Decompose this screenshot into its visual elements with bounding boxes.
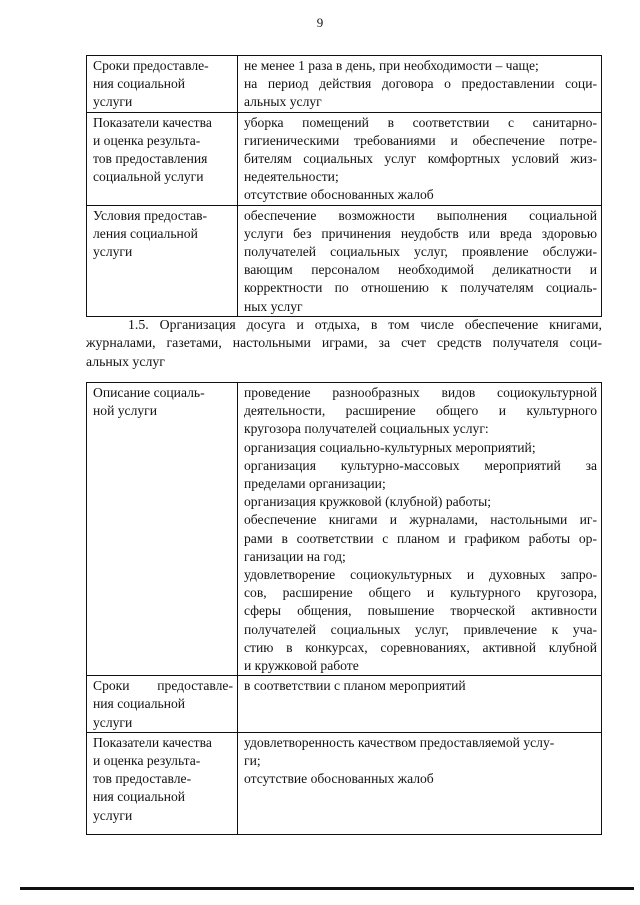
value-line: ганизации на год; <box>244 548 346 564</box>
value-line: организация социально-культурных мероприятий; <box>244 439 536 455</box>
label-line: и оценка результа- <box>93 132 201 148</box>
bottom-rule <box>20 887 634 890</box>
label-line: социальной услуги <box>93 169 204 185</box>
value-line: сферы общения, повышение творческой активности <box>244 603 597 619</box>
row-label-quality <box>87 112 238 205</box>
value-line: удовлетворение социокультурных и духовных запро- <box>244 567 597 583</box>
table-row <box>87 732 602 834</box>
value-line: удовлетворенность качеством предоставляемой услу- <box>244 734 555 750</box>
value-line: сов, расширение общего и культурного кругозора, <box>244 585 597 601</box>
value-line: отсутствие обоснованных жалоб <box>244 187 434 203</box>
label-line: Показатели качества <box>93 734 212 750</box>
value-line: стию в конкурсах, соревнованиях, активной клубной <box>244 639 597 655</box>
row-value-description <box>238 383 602 676</box>
label-line: тов предоставле- <box>93 771 192 787</box>
row-label-conditions <box>87 205 238 316</box>
value-line: получателей социальных услуг, привлечение к уча- <box>244 621 597 637</box>
label-line: ления социальной <box>93 225 198 241</box>
value-line: на период действия договора о предоставлении соци- <box>244 76 597 92</box>
value-line: ных услуг <box>244 298 303 314</box>
value-line: кругозора получателей социальных услуг: <box>244 421 489 437</box>
value-line: рами в соответствии с планом и графиком работы ор- <box>244 530 597 546</box>
value-line: вающим персоналом необходимой деликатности и <box>244 262 597 278</box>
table-row <box>87 112 602 205</box>
label-line: ния социальной <box>93 789 186 805</box>
value-line: услуги без причинения неудобств или вреда здоровью <box>244 225 597 241</box>
label-line: ной услуги <box>93 403 158 419</box>
label-line: ния социальной <box>93 76 186 92</box>
page-number: 9 <box>316 15 324 30</box>
label-line: тов предоставления <box>93 151 208 167</box>
row-label-description <box>87 383 238 676</box>
row-label-deadlines <box>87 676 238 733</box>
value-line: корректности по отношению к получателям социаль- <box>244 280 597 296</box>
label-line: услуги <box>93 244 133 260</box>
label-line: Сроки предоставле- <box>93 678 233 694</box>
value-line: уборка помещений в соответствии с санитарно- <box>244 114 597 130</box>
paragraph-line: журналами, газетами, настольными играми, за счет средств получателя соци- <box>86 335 602 351</box>
value-line: и кружковой работе <box>244 658 359 674</box>
row-value-deadlines <box>238 676 602 733</box>
table-row <box>87 676 602 733</box>
value-line: организация культурно-массовых мероприятий за <box>244 457 597 473</box>
row-value-quality <box>238 732 602 834</box>
table-row <box>87 205 602 316</box>
value-line: отсутствие обоснованных жалоб <box>244 771 434 787</box>
value-line: обеспечение книгами и журналами, настольными иг- <box>244 512 597 528</box>
paragraph-line: 1.5. Организация досуга и отдыха, в том числе обеспечение книгами, <box>128 317 602 332</box>
row-value-conditions <box>238 205 602 316</box>
row-label-deadlines <box>87 56 238 113</box>
value-line: не менее 1 раза в день, при необходимости – чаще; <box>244 58 539 73</box>
value-line: бителям социальных услуг комфортных условий жиз- <box>244 151 597 167</box>
value-line: деятельности, расширение общего и культурного <box>244 403 597 419</box>
row-value-deadlines <box>238 56 602 113</box>
service-table-2 <box>86 382 602 835</box>
label-line: Условия предостав- <box>93 207 208 223</box>
value-line: пределами организации; <box>244 476 386 492</box>
section-heading-paragraph <box>86 316 602 371</box>
row-label-quality <box>87 732 238 834</box>
label-line: услуги <box>93 807 133 823</box>
value-line: альных услуг <box>244 94 322 110</box>
value-line: получателей социальных услуг, проявление обслужи- <box>244 244 597 260</box>
value-line: ги; <box>244 753 261 769</box>
value-line: обеспечение возможности выполнения социальной <box>244 207 597 223</box>
value-line: в соответствии с планом мероприятий <box>244 678 466 694</box>
label-line: Сроки предоставле- <box>93 58 209 73</box>
label-line: услуги <box>93 94 133 110</box>
paragraph-line: альных услуг <box>86 353 165 369</box>
label-line: ния социальной <box>93 696 186 712</box>
value-line: гигиеническими требованиями и обеспечение потре- <box>244 132 597 148</box>
label-line: Описание социаль- <box>93 385 205 400</box>
row-value-quality <box>238 112 602 205</box>
label-line: Показатели качества <box>93 114 212 130</box>
table-row <box>87 383 602 676</box>
value-line: проведение разнообразных видов социокультурной <box>244 385 597 400</box>
service-table-1 <box>86 55 602 317</box>
table-row <box>87 56 602 113</box>
value-line: недеятельности; <box>244 169 339 185</box>
label-line: услуги <box>93 714 133 730</box>
label-line: и оценка результа- <box>93 753 201 769</box>
value-line: организация кружковой (клубной) работы; <box>244 494 492 510</box>
